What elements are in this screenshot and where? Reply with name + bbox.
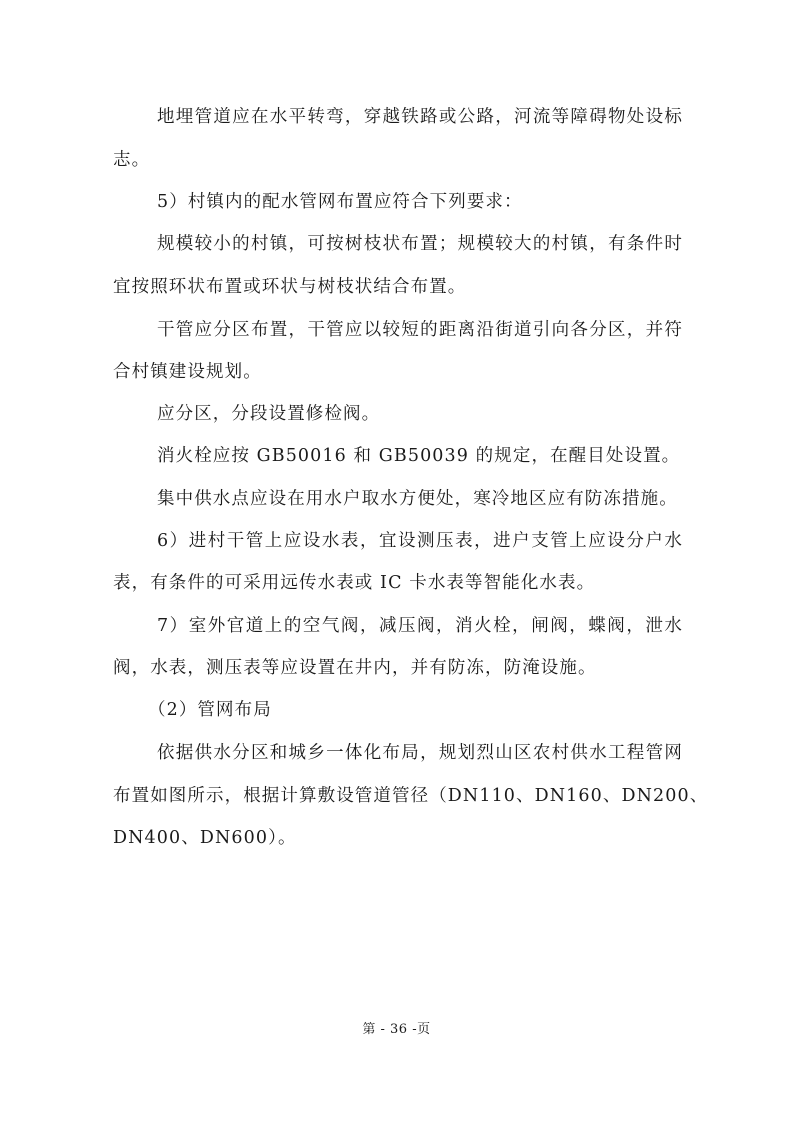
paragraph-line: 消火栓应按 GB50016 和 GB50039 的规定，在醒目处设置。 xyxy=(157,446,681,466)
paragraph-line: 干管应分区布置，干管应以较短的距离沿街道引向各分区，并符 xyxy=(157,320,683,340)
paragraph-line: 地埋管道应在水平转弯，穿越铁路或公路，河流等障碍物处设标 xyxy=(157,107,683,127)
list-item-7: 7）室外官道上的空气阀，减压阀，消火栓，闸阀，蝶阀，泄水 xyxy=(157,616,683,636)
paragraph-line: 合村镇建设规划。 xyxy=(113,362,262,382)
paragraph-line: 依据供水分区和城乡一体化布局，规划烈山区农村供水工程管网 xyxy=(157,743,683,763)
paragraph-line: 宜按照环状布置或环状与树枝状结合布置。 xyxy=(113,277,467,297)
section-heading: （2）管网布局 xyxy=(148,700,272,720)
paragraph-line: 布置如图所示，根据计算敷设管道管径（DN110、DN160、DN200、 xyxy=(113,786,709,806)
paragraph-line: 表，有条件的可采用远传水表或 IC 卡水表等智能化水表。 xyxy=(113,573,596,593)
page-number: 第 - 36 -页 xyxy=(362,1022,431,1037)
list-item-6: 6）进村干管上应设水表，宜设测压表，进户支管上应设分户水 xyxy=(157,531,683,551)
paragraph-line: 阀，水表，测压表等应设置在井内，并有防冻，防淹设施。 xyxy=(113,658,597,678)
paragraph-line: 集中供水点应设在用水户取水方便处，寒冷地区应有防冻措施。 xyxy=(157,489,678,509)
paragraph-line: 应分区，分段设置修检阀。 xyxy=(157,404,381,424)
list-item-5-heading: 5）村镇内的配水管网布置应符合下列要求： xyxy=(157,192,523,212)
paragraph-line: DN400、DN600）。 xyxy=(113,828,297,848)
paragraph-line: 规模较小的村镇，可按树枝状布置；规模较大的村镇，有条件时 xyxy=(157,234,683,254)
paragraph-line: 志。 xyxy=(113,150,151,170)
